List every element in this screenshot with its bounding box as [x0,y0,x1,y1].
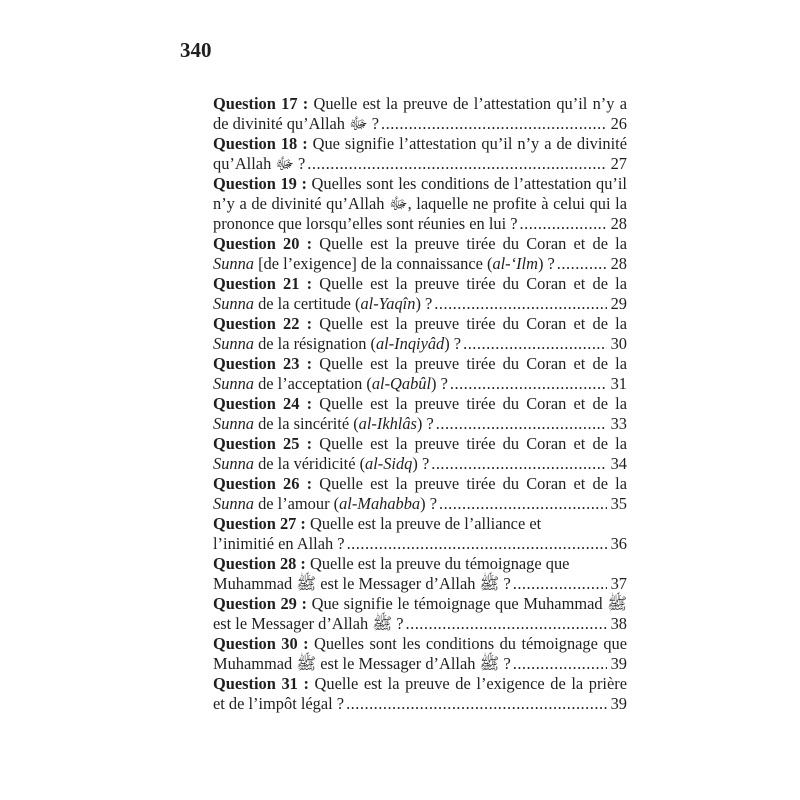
question-text: l’inimitié en Allah ? [213,534,345,553]
toc-entry-q22: Question 22 : Quelle est la preuve tirée du Coran et de la Sunna de la résignation (al-Inqiyâd) ? ..... 30 [213,314,627,354]
arabic-term: al-‘Ilm [492,254,538,273]
question-text: Quelles sont les conditions de l’attestation qu’il [306,174,627,193]
question-label: Question 23 : [213,354,313,373]
dot-leader [307,154,606,174]
question-text: Que signifie le témoignage que Muhammad ﷺ [307,594,627,613]
arabic-term: al-Mahabba [339,494,421,513]
question-label: Question 28 : [213,554,306,573]
question-text: qu’Allah ﷻ ? [213,154,306,173]
question-label: Question 27 : [213,514,306,533]
question-label: Question 19 : [213,174,307,193]
question-text: Quelle est la preuve tirée du Coran et de la [312,354,627,373]
toc-entry-q24: Question 24 : Quelle est la preuve tirée du Coran et de la Sunna de la sincérité (al-Ikhlâs) ? ..... 33 [213,394,627,434]
dot-leader [347,534,607,554]
question-label: Question 29 : [213,594,307,613]
page-ref: 39 [610,654,627,673]
toc-entry-q21: Question 21 : Quelle est la preuve tirée du Coran et de la Sunna de la certitude (al-Yaqîn) ? ..... 29 [213,274,627,314]
toc-entry-q20: Question 20 : Quelle est la preuve tirée du Coran et de la Sunna [de l’exigence] de la connaissance (al-‘Ilm) ? ..... 28 [213,234,627,274]
question-text: Quelle est la preuve tirée du Coran et de la [312,274,627,293]
arabic-term: al-Qabûl [371,374,432,393]
page-ref: 35 [610,494,627,513]
arabic-term: al-Sidq [365,454,413,473]
page-ref: 36 [610,534,627,553]
dot-leader [513,574,607,594]
question-label: Question 18 : [213,134,308,153]
page-ref: 31 [610,374,627,393]
question-text: Quelle est la preuve de l’attestation qu’il n’y a [308,94,627,113]
dot-leader [450,374,607,394]
question-label: Question 31 : [213,674,309,693]
page-ref: 37 [610,574,627,593]
sunna-term: Sunna [213,254,254,273]
dot-leader [513,654,607,674]
dot-leader [381,114,607,134]
page-ref: 28 [610,214,627,233]
question-text: Quelle est la preuve tirée du Coran et de la [312,474,627,493]
toc-entry-q31 [213,674,627,714]
question-text: Quelle est la preuve de l’exigence de la prière [308,674,627,693]
page-ref: 29 [610,294,627,313]
dot-leader [463,334,607,354]
sunna-term: Sunna [213,294,254,313]
page-number: 340 [180,38,212,62]
toc-entry-q28 [213,554,627,594]
toc-entry-q26: Question 26 : Quelle est la preuve tirée du Coran et de la Sunna de l’amour (al-Mahabba) ? ..... 35 [213,474,627,514]
question-text: Muhammad ﷺ est le Messager d’Allah ﷺ ? [213,574,511,593]
dot-leader [557,254,607,274]
toc-entry-q23: Question 23 : Quelle est la preuve tirée du Coran et de la Sunna de l’acceptation (al-Qabûl) ? ..... 31 [213,354,627,394]
question-text: Que signifie l’attestation qu’il n’y a de divinité [307,134,627,153]
toc-entry-q30 [213,634,627,674]
dot-leader [439,494,607,514]
arabic-term: al-Yaqîn [360,294,416,313]
question-text: est le Messager d’Allah ﷺ ? [213,614,404,633]
sunna-term: Sunna [213,454,254,473]
toc-entry-q19 [213,174,627,234]
question-label: Question 20 : [213,234,313,253]
question-label: Question 30 : [213,634,309,653]
question-text: Quelle est la preuve tirée du Coran et de la [312,314,627,333]
page-ref: 39 [610,694,627,713]
arabic-term: al-Ikhlâs [358,414,417,433]
dot-leader [436,414,607,434]
question-text: Quelle est la preuve tirée du Coran et de la [312,434,627,453]
question-text: Quelle est la preuve du témoignage que [305,554,570,573]
toc-entry-q29 [213,594,627,634]
page-ref: 34 [610,454,627,473]
dot-leader [406,614,607,634]
question-text: n’y a de divinité qu’Allah ﷻ, laquelle ne profite à celui qui la [213,194,627,213]
page-ref: 33 [610,414,627,433]
arabic-term: al-Inqiyâd [375,334,445,353]
question-label: Question 26 : [213,474,313,493]
question-label: Question 24 : [213,394,313,413]
question-text: et de l’impôt légal ? [213,694,345,713]
question-label: Question 22 : [213,314,313,333]
sunna-term: Sunna [213,334,254,353]
dot-leader [431,454,606,474]
table-of-contents [213,94,627,714]
question-text: Quelles sont les conditions du témoignage que [308,634,628,653]
page-ref: 27 [610,154,627,173]
page-ref: 30 [610,334,627,353]
sunna-term: Sunna [213,494,254,513]
question-text: prononce que lorsqu’elles sont réunies en lui ? [213,214,518,233]
question-text: Quelle est la preuve de l’alliance et [305,514,542,533]
question-label: Question 21 : [213,274,313,293]
sunna-term: Sunna [213,414,254,433]
dot-leader [520,214,607,234]
question-text: Muhammad ﷺ est le Messager d’Allah ﷺ ? [213,654,511,673]
page-ref: 26 [610,114,627,133]
page-ref: 38 [610,614,627,633]
question-text: Quelle est la preuve tirée du Coran et de la [312,394,627,413]
sunna-term: Sunna [213,374,254,393]
toc-entry-q25: Question 25 : Quelle est la preuve tirée du Coran et de la Sunna de la véridicité (al-Sidq) ? ..... 34 [213,434,627,474]
dot-leader [434,294,606,314]
question-label: Question 17 : [213,94,309,113]
page-ref: 28 [610,254,627,273]
question-text: Quelle est la preuve tirée du Coran et de la [312,234,627,253]
question-label: Question 25 : [213,434,313,453]
toc-entry-q27 [213,514,627,554]
question-text: de divinité qu’Allah ﷻ ? [213,114,379,133]
dot-leader [346,694,607,714]
toc-entry-q17 [213,94,627,134]
toc-entry-q18 [213,134,627,174]
